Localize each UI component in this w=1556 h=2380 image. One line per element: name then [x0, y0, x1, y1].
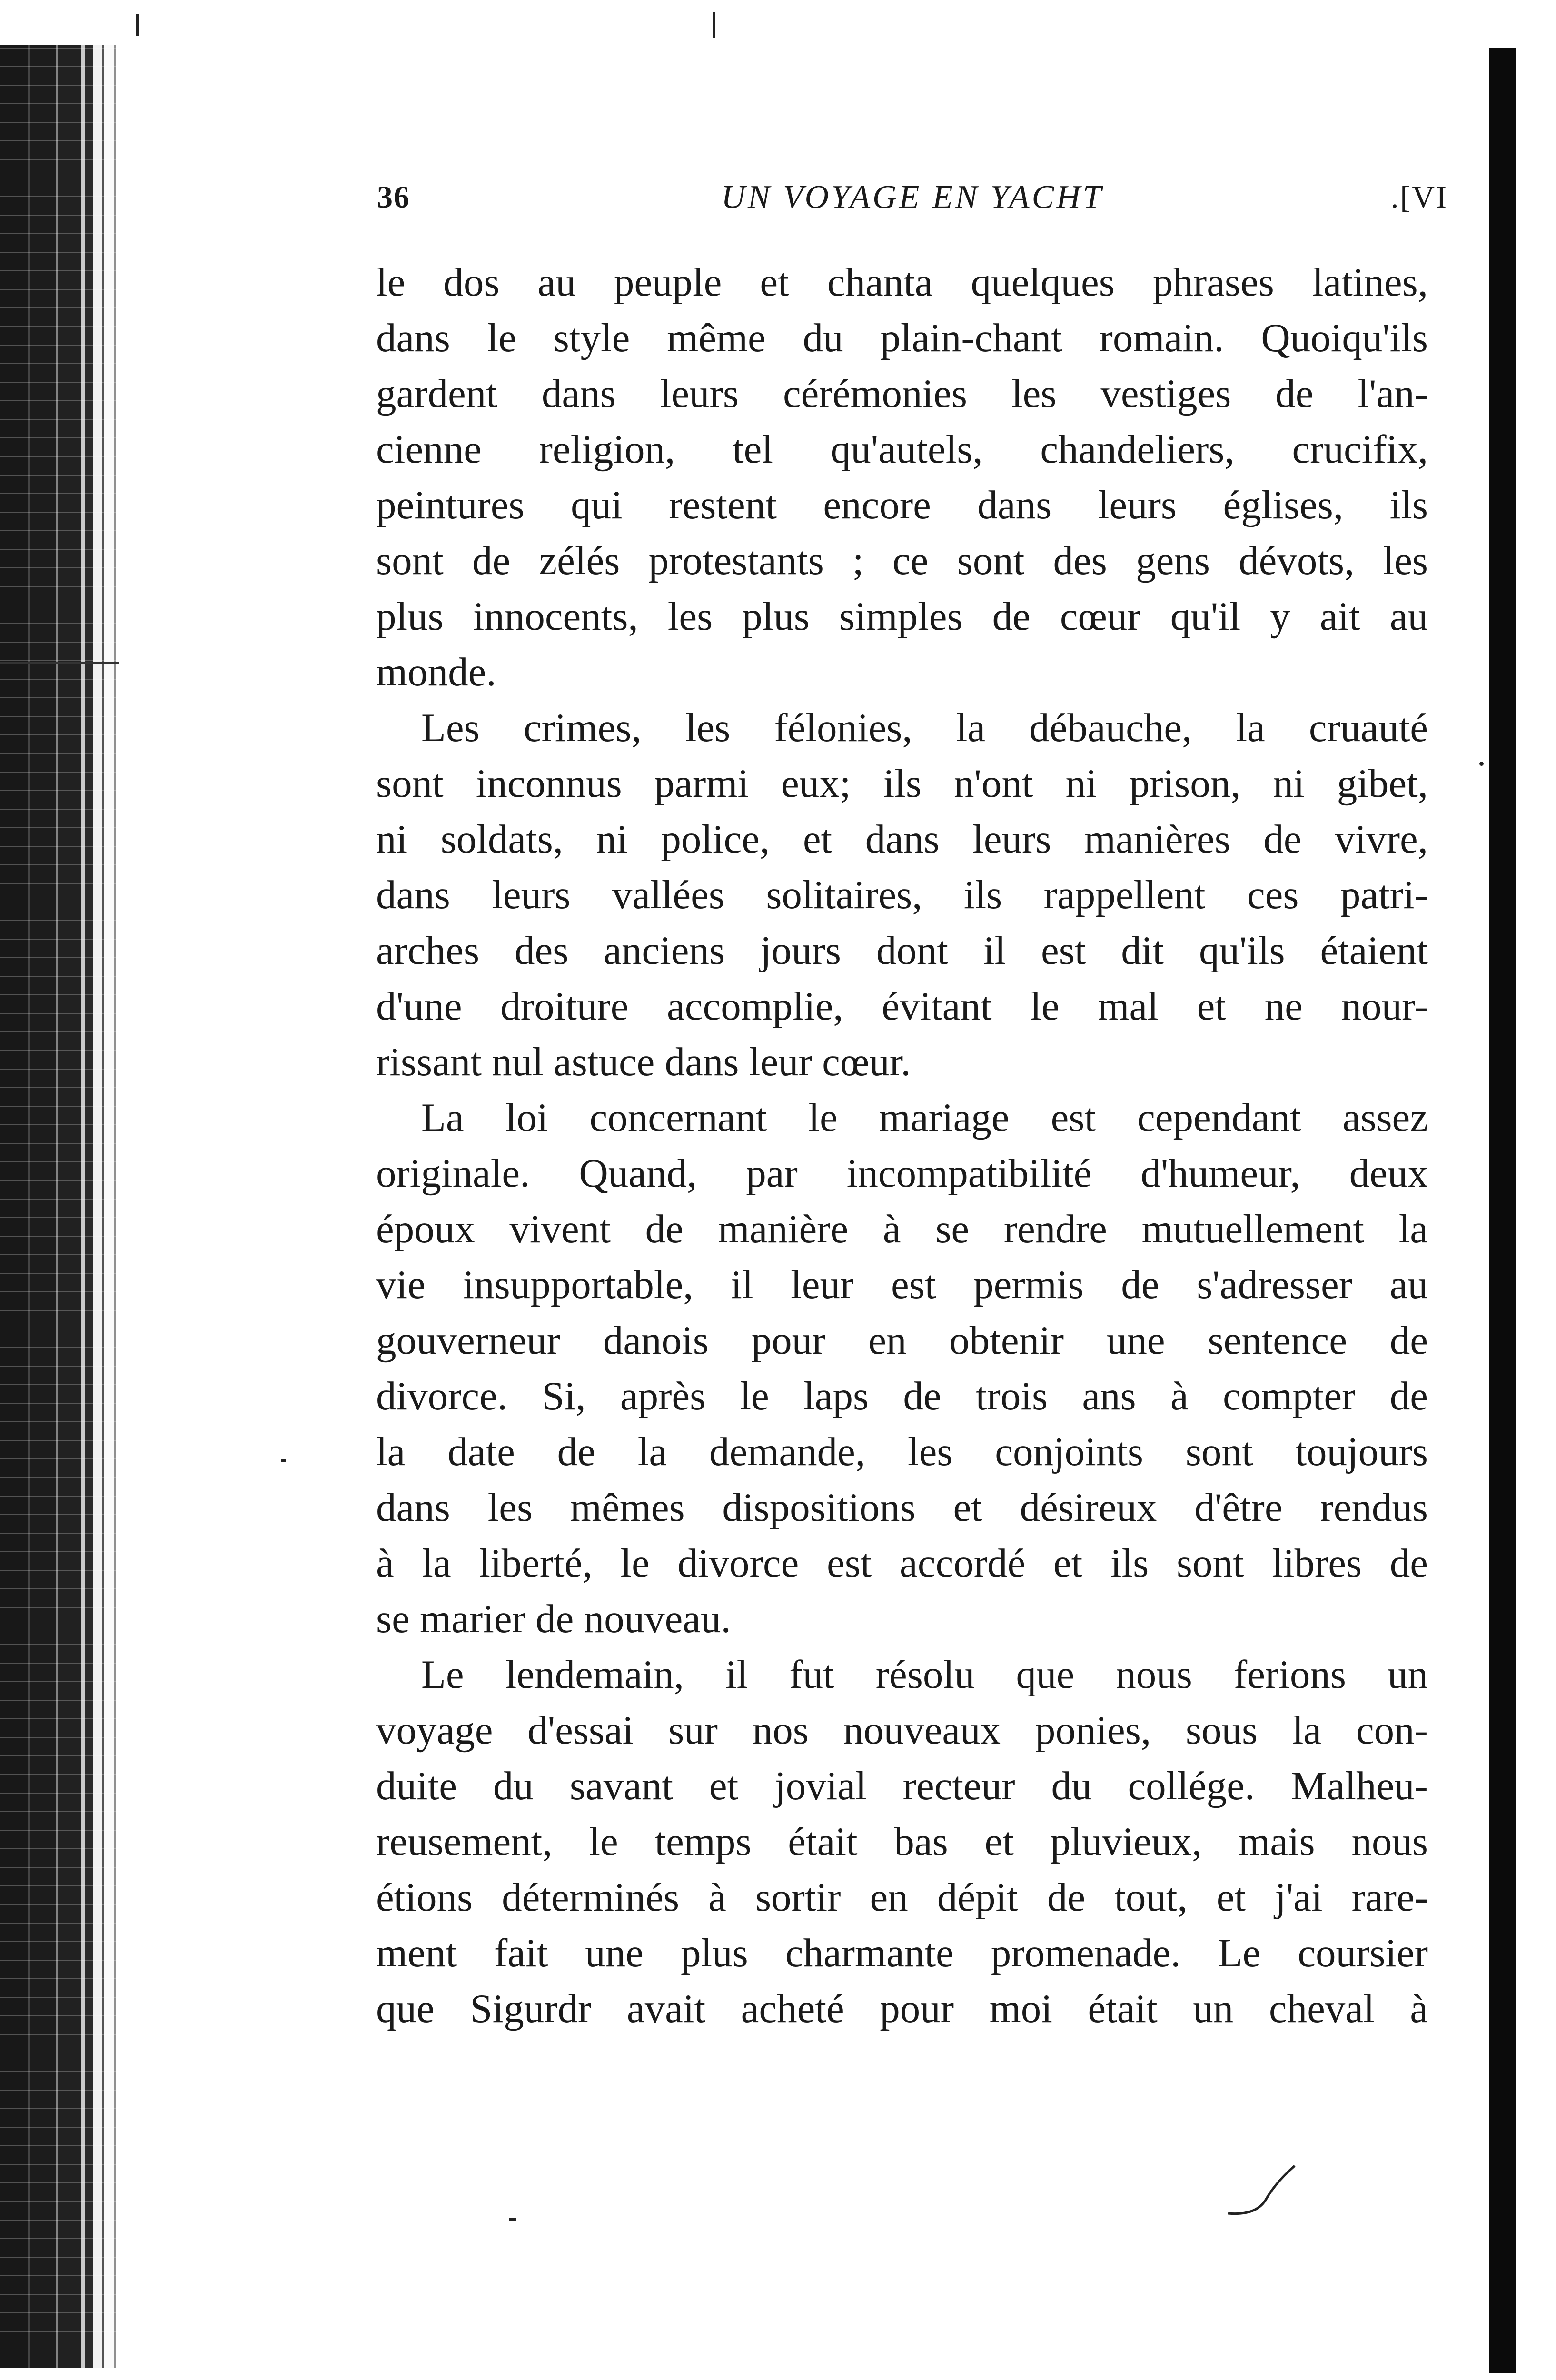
text-line: voyage d'essai sur nos nouveaux ponies, sous la con-	[376, 1708, 1428, 1753]
text-line: Le lendemain, il fut résolu que nous ferions un	[421, 1652, 1428, 1697]
book-title: UN VOYAGE EN YACHT	[721, 179, 1104, 216]
text-line: vie insupportable, il leur est permis de s'adresser au	[376, 1262, 1428, 1307]
scanned-binding-edge	[0, 45, 143, 2368]
text-line: peintures qui restent encore dans leurs églises, ils	[376, 483, 1428, 527]
scan-artifact-tick	[509, 2218, 516, 2221]
paragraph	[376, 255, 1428, 700]
text-line: sont de zélés protestants ; ce sont des gens dévots, les	[376, 538, 1428, 583]
text-line: se marier de nouveau.	[376, 1597, 731, 1641]
text-line: rissant nul astuce dans leur cœur.	[376, 1040, 911, 1084]
text-line: à la liberté, le divorce est accordé et ils sont libres de	[376, 1541, 1428, 1586]
chapter-number: .[VI	[1390, 180, 1448, 215]
text-line: gardent dans leurs cérémonies les vestiges de l'an-	[376, 371, 1428, 416]
text-line: dans le style même du plain-chant romain. Quoiqu'ils	[376, 316, 1428, 360]
text-line: Les crimes, les félonies, la débauche, la cruauté	[421, 705, 1428, 750]
paragraph	[376, 700, 1428, 1090]
text-line: reusement, le temps était bas et pluvieux, mais nous	[376, 1819, 1428, 1864]
text-line: le dos au peuple et chanta quelques phrases latines,	[376, 260, 1428, 305]
text-line: époux vivent de manière à se rendre mutuellement la	[376, 1207, 1428, 1251]
text-line: duite du savant et jovial recteur du collége. Malheu-	[376, 1764, 1428, 1808]
text-line: ment fait une plus charmante promenade. Le coursier	[376, 1931, 1428, 1975]
scan-artifact-tick	[713, 12, 715, 38]
scan-artifact-line	[0, 662, 119, 664]
scanned-right-edge-bar	[1489, 48, 1516, 2373]
text-line: gouverneur danois pour en obtenir une sentence de	[376, 1318, 1428, 1363]
text-line: ni soldats, ni police, et dans leurs manières de vivre,	[376, 817, 1428, 862]
text-line: d'une droiture accomplie, évitant le mal et ne nour-	[376, 984, 1428, 1029]
text-line: arches des anciens jours dont il est dit qu'ils étaient	[376, 928, 1428, 973]
scan-artifact-tick	[136, 14, 139, 36]
text-line: monde.	[376, 650, 496, 694]
body-text	[376, 255, 1428, 2037]
page-number: 36	[377, 180, 410, 215]
text-line: plus innocents, les plus simples de cœur qu'il y ait au	[376, 594, 1428, 639]
text-line: dans leurs vallées solitaires, ils rappellent ces patri-	[376, 873, 1428, 917]
pen-mark-icon	[1223, 2161, 1299, 2223]
text-line: cienne religion, tel qu'autels, chandeliers, crucifix,	[376, 427, 1428, 472]
paragraph	[376, 1647, 1428, 2037]
text-line: que Sigurdr avait acheté pour moi était un cheval à	[376, 1986, 1428, 2031]
text-line: dans les mêmes dispositions et désireux d'être rendus	[376, 1485, 1428, 1530]
text-line: la date de la demande, les conjoints sont toujours	[376, 1429, 1428, 1474]
text-line: sont inconnus parmi eux; ils n'ont ni prison, ni gibet,	[376, 761, 1428, 806]
scan-artifact-tick	[1479, 762, 1484, 766]
running-head	[377, 174, 1448, 231]
text-line: étions déterminés à sortir en dépit de tout, et j'ai rare-	[376, 1875, 1428, 1920]
scan-artifact-tick	[281, 1459, 286, 1462]
text-line: divorce. Si, après le laps de trois ans à compter de	[376, 1374, 1428, 1418]
paragraph	[376, 1090, 1428, 1647]
text-line: originale. Quand, par incompatibilité d'humeur, deux	[376, 1151, 1428, 1196]
text-line: La loi concernant le mariage est cependant assez	[421, 1095, 1428, 1140]
